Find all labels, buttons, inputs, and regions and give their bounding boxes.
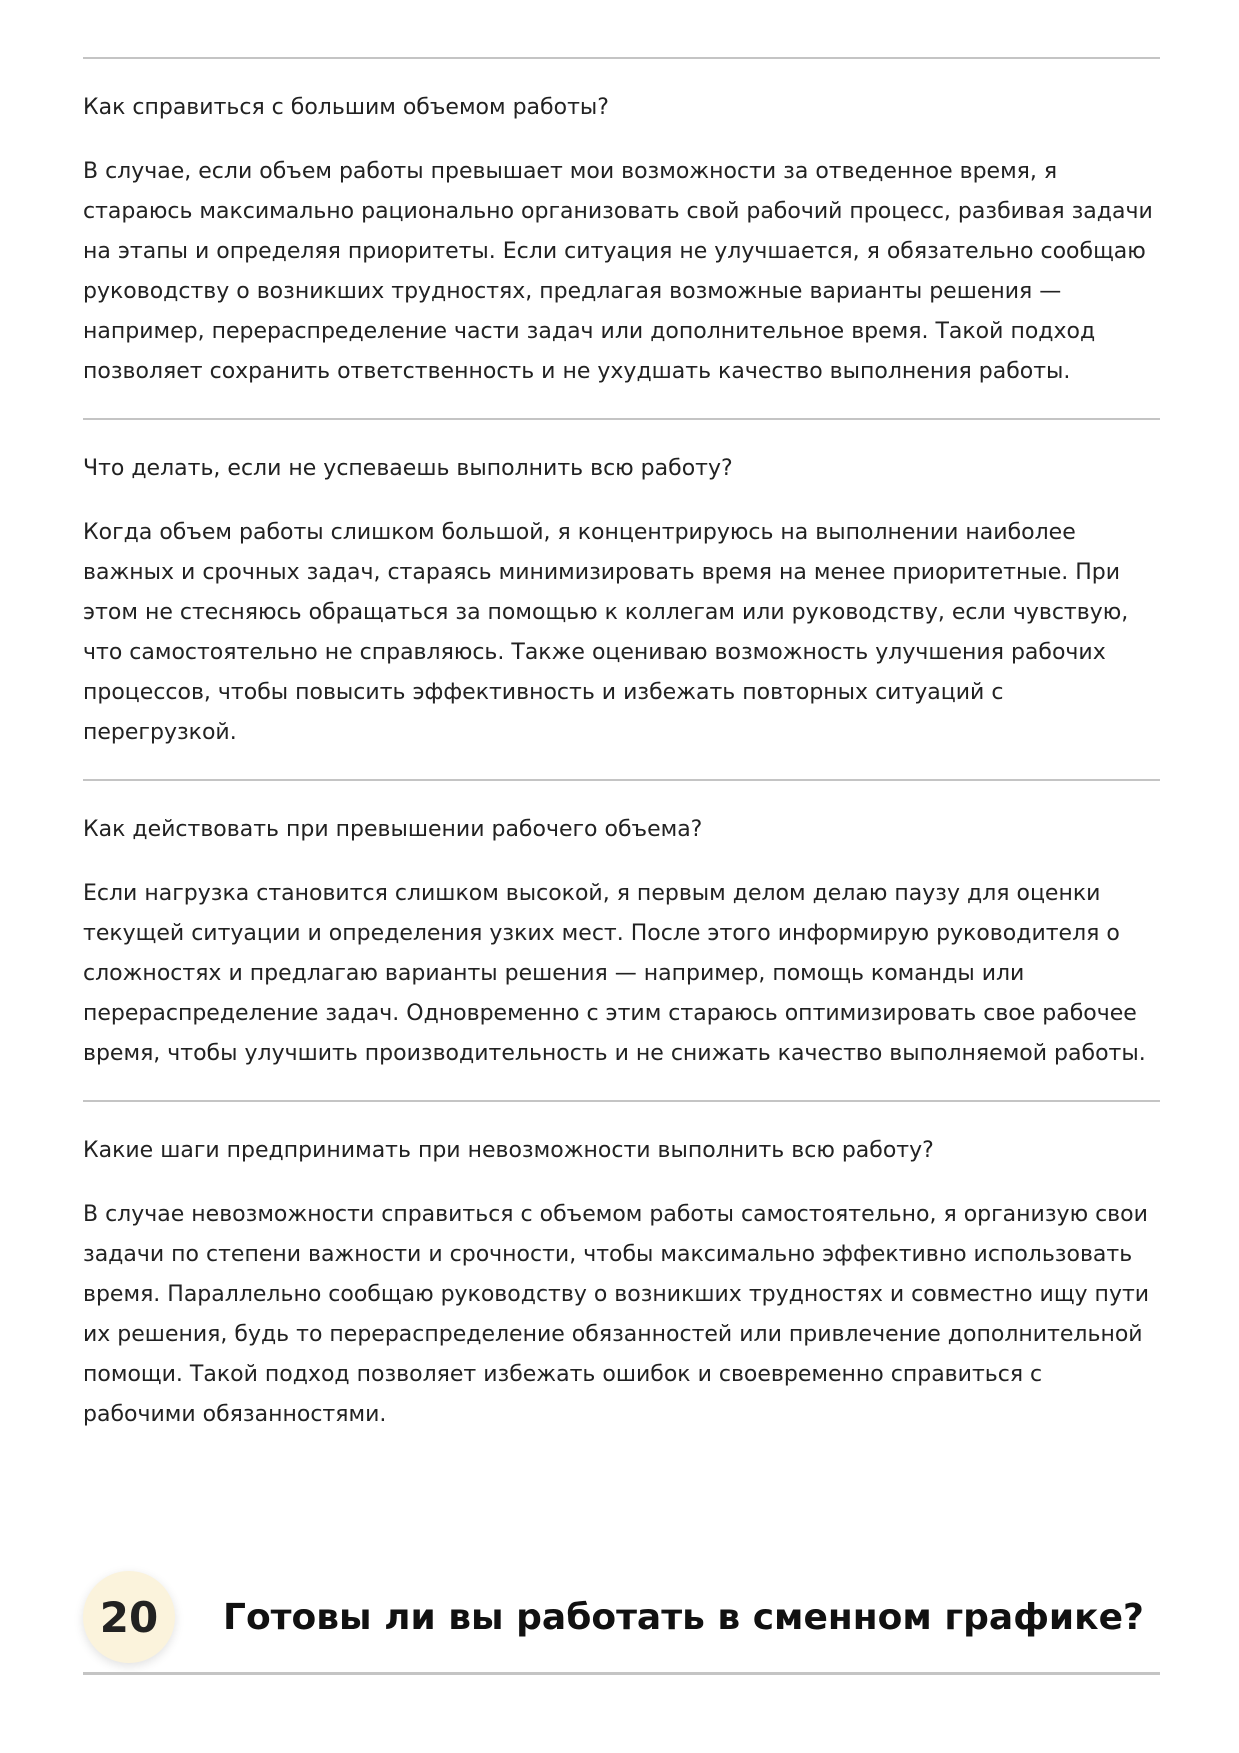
divider <box>83 779 1160 781</box>
divider <box>83 57 1160 59</box>
section-number-badge: 20 <box>83 1571 175 1663</box>
section-divider <box>83 1672 1160 1675</box>
question-text: Что делать, если не успеваешь выполнить всю работу? <box>83 456 733 481</box>
answer-text: Если нагрузка становится слишком высокой, я первым делом делаю паузу для оценки текущей ситуации и определения узких мест. После этого информирую руководителя о сложностях и предлагаю варианты решения — например, помощь команды или перераспределение задач. Одновременно с этим стараюсь оптимизировать свое рабочее время, чтобы улучшить производительность и не снижать качество выполняемой работы. <box>83 881 1146 1066</box>
qa-item <box>83 1131 1160 1435</box>
question-text: Как действовать при превышении рабочего объема? <box>83 817 703 842</box>
qa-item <box>83 449 1160 753</box>
document-page <box>83 0 1160 1435</box>
divider <box>83 1100 1160 1102</box>
question-text: Какие шаги предпринимать при невозможности выполнить всю работу? <box>83 1138 934 1163</box>
qa-item <box>83 810 1160 1074</box>
answer-text: Когда объем работы слишком большой, я концентрируюсь на выполнении наиболее важных и срочных задач, стараясь минимизировать время на менее приоритетные. При этом не стесняюсь обращаться за помощью к коллегам или руководству, если чувствую, что самостоятельно не справляюсь. Также оцениваю возможность улучшения рабочих процессов, чтобы повысить эффективность и избежать повторных ситуаций с перегрузкой. <box>83 520 1129 745</box>
divider <box>83 418 1160 420</box>
answer-text: В случае невозможности справиться с объемом работы самостоятельно, я организую свои задачи по степени важности и срочности, чтобы максимально эффективно использовать время. Параллельно сообщаю руководству о возникших трудностях и совместно ищу пути их решения, будь то перераспределение обязанностей или привлечение дополнительной помощи. Такой подход позволяет избежать ошибок и своевременно справиться с рабочими обязанностями. <box>83 1202 1150 1427</box>
section-title: Готовы ли вы работать в сменном графике? <box>223 1596 1144 1638</box>
question-text: Как справиться с большим объемом работы? <box>83 95 609 120</box>
qa-item <box>83 88 1160 392</box>
next-section-header <box>83 1562 1160 1672</box>
answer-text: В случае, если объем работы превышает мои возможности за отведенное время, я стараюсь максимально рационально организовать свой рабочий процесс, разбивая задачи на этапы и определяя приоритеты. Если ситуация не улучшается, я обязательно сообщаю руководству о возникших трудностях, предлагая возможные варианты решения — например, перераспределение части задач или дополнительное время. Такой подход позволяет сохранить ответственность и не ухудшать качество выполнения работы. <box>83 159 1153 384</box>
